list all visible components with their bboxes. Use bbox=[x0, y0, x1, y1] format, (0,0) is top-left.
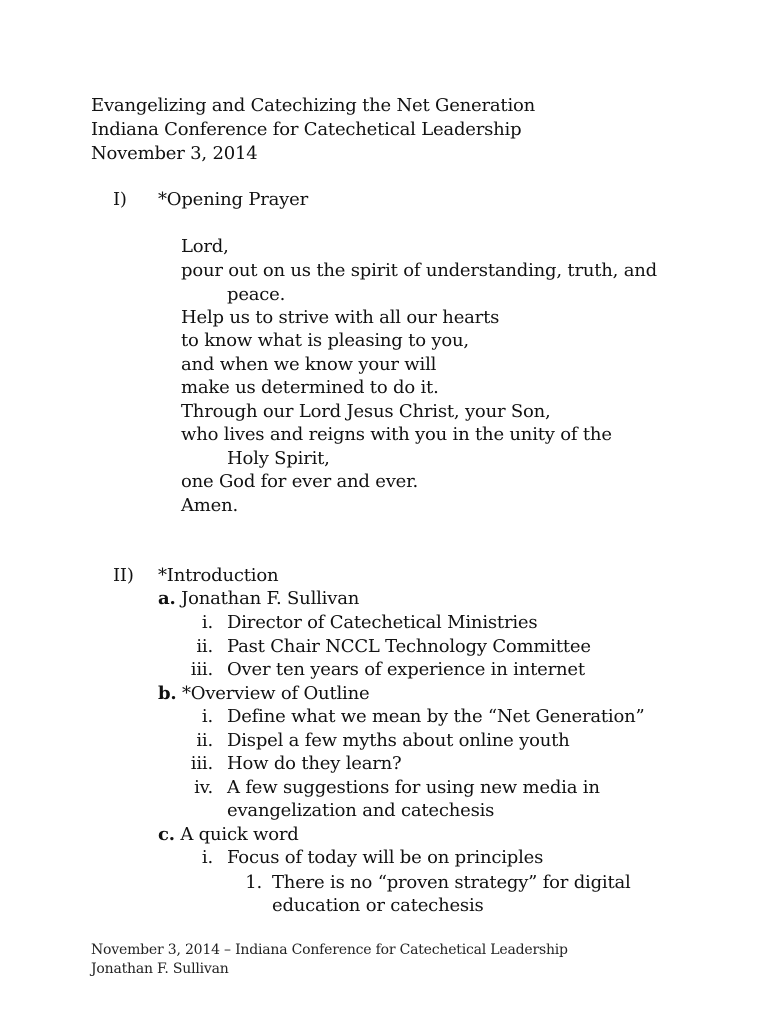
prayer-line: who lives and reigns with you in the unity of the bbox=[181, 424, 612, 445]
footer-author: Jonathan F. Sullivan bbox=[91, 961, 229, 977]
outline-subsubitem: There is no “proven strategy” for digital bbox=[272, 872, 631, 893]
prayer-line: Amen. bbox=[181, 495, 239, 516]
outline-subitem: Director of Catechetical Ministries bbox=[227, 612, 538, 633]
outline-text: Jonathan F. Sullivan bbox=[181, 588, 360, 609]
document-title: Evangelizing and Catechizing the Net Generation bbox=[91, 95, 536, 116]
roman-numeral: iii. bbox=[190, 753, 213, 774]
outline-marker: a. bbox=[158, 588, 176, 609]
document-date: November 3, 2014 bbox=[91, 143, 258, 164]
outline-subitem: A few suggestions for using new media in bbox=[227, 777, 600, 798]
section-1-title: *Opening Prayer bbox=[158, 189, 308, 210]
section-2-title: *Introduction bbox=[158, 565, 279, 586]
prayer-line: Through our Lord Jesus Christ, your Son, bbox=[181, 401, 551, 422]
prayer-line: Help us to strive with all our hearts bbox=[181, 307, 500, 328]
prayer-line: Holy Spirit, bbox=[227, 448, 330, 469]
roman-numeral: ii. bbox=[196, 730, 213, 751]
prayer-line: to know what is pleasing to you, bbox=[181, 330, 469, 351]
outline-subitem: Focus of today will be on principles bbox=[227, 847, 544, 868]
roman-numeral: i. bbox=[201, 847, 213, 868]
conference-name: Indiana Conference for Catechetical Leadership bbox=[91, 119, 522, 140]
prayer-line: Lord, bbox=[181, 236, 229, 257]
roman-numeral: iii. bbox=[190, 659, 213, 680]
prayer-line: peace. bbox=[227, 284, 286, 305]
roman-numeral: i. bbox=[201, 706, 213, 727]
outline-item-a bbox=[158, 587, 359, 610]
roman-numeral: iv. bbox=[194, 777, 213, 798]
section-1-numeral: I) bbox=[113, 189, 127, 210]
prayer-line: make us determined to do it. bbox=[181, 377, 439, 398]
outline-item-b bbox=[158, 682, 369, 705]
outline-text: *Overview of Outline bbox=[181, 683, 370, 704]
section-2-numeral: II) bbox=[113, 565, 134, 586]
roman-numeral: i. bbox=[201, 612, 213, 633]
outline-subitem: Past Chair NCCL Technology Committee bbox=[227, 636, 591, 657]
outline-subitem: Over ten years of experience in internet bbox=[227, 659, 585, 680]
footer-line: November 3, 2014 – Indiana Conference for Catechetical Leadership bbox=[91, 942, 568, 958]
roman-numeral: ii. bbox=[196, 636, 213, 657]
arabic-numeral: 1. bbox=[245, 872, 262, 893]
prayer-line: pour out on us the spirit of understanding, truth, and bbox=[181, 260, 657, 281]
prayer-line: and when we know your will bbox=[181, 354, 437, 375]
outline-subitem: Dispel a few myths about online youth bbox=[227, 730, 570, 751]
outline-text: A quick word bbox=[180, 824, 299, 845]
outline-subitem: How do they learn? bbox=[227, 753, 402, 774]
outline-subitem: Define what we mean by the “Net Generation” bbox=[227, 706, 645, 727]
outline-subitem-continued: evangelization and catechesis bbox=[227, 800, 495, 821]
outline-item-c bbox=[158, 823, 299, 846]
outline-marker: b. bbox=[158, 683, 177, 704]
prayer-line: one God for ever and ever. bbox=[181, 471, 419, 492]
outline-marker: c. bbox=[158, 824, 175, 845]
outline-subsubitem-continued: education or catechesis bbox=[272, 895, 484, 916]
